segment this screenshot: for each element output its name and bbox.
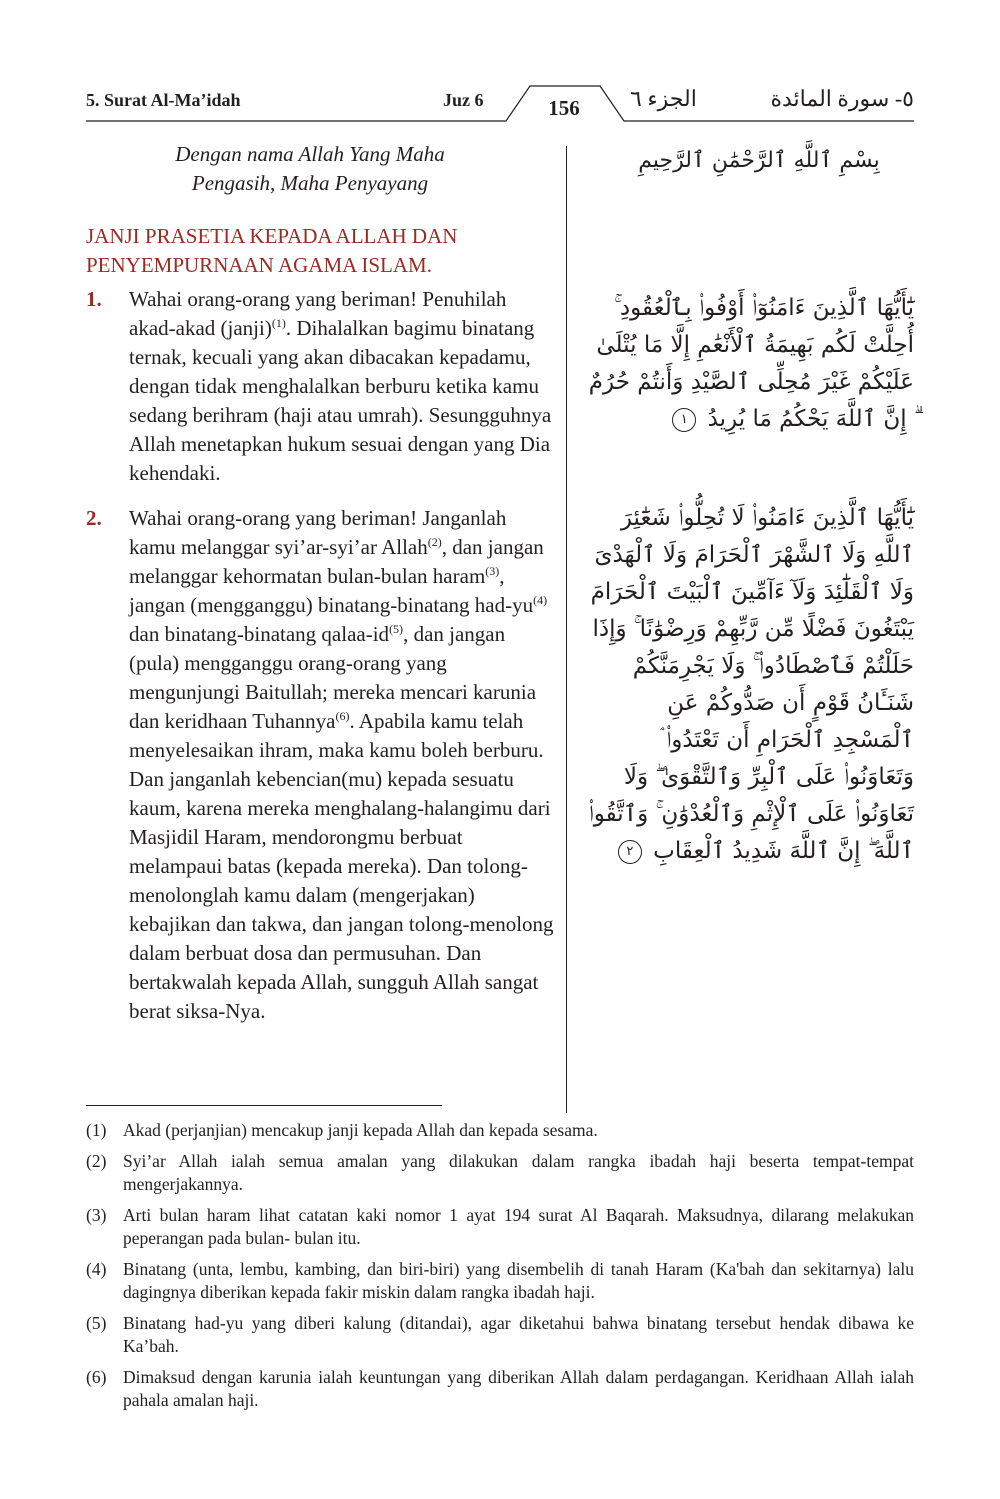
footnote-ref[interactable]: (6) [335,709,350,723]
arabic-verse-text: يَٰٓأَيُّهَا ٱلَّذِينَ ءَامَنُوا۟ لَا تُحِلُّوا۟ شَعَٰٓئِرَ ٱللَّهِ وَلَا ٱلشَّهْرَ ٱلْحَرَامَ وَلَا ٱلْهَدْىَ وَلَا ٱلْقَلَٰٓئِدَ وَلَآ ءَآمِّينَ ٱلْبَيْتَ ٱلْحَرَامَ يَبْتَغُونَ فَضْلًا مِّن رَّبِّهِمْ وَرِضْوَٰنًا ۚ وَإِذَا حَلَلْتُمْ فَٱصْطَادُوا۟ ۚ وَلَا يَجْرِمَنَّكُمْ شَنَـَٔانُ قَوْمٍ أَن صَدُّوكُمْ عَنِ ٱلْمَسْجِدِ ٱلْحَرَامِ أَن تَعْتَدُوا۟ ۘ وَتَعَاوَنُوا۟ عَلَى ٱلْبِرِّ وَٱلتَّقْوَىٰ ۖ وَلَا تَعَاوَنُوا۟ عَلَى ٱلْإِثْمِ وَٱلْعُدْوَٰنِ ۚ وَٱتَّقُوا۟ ٱللَّهَ ۖ إِنَّ ٱللَّهَ شَدِيدُ ٱلْعِقَابِ [588,505,914,864]
footnote-number: (5) [86,1313,107,1333]
footnote-5 [86,1312,914,1358]
footnotes [86,1119,914,1420]
footnote-number: (4) [86,1259,107,1279]
footnote-1 [86,1119,914,1142]
basmala-translation [150,140,470,198]
footnote-text: Binatang (unta, lembu, kambing, dan biri-biri) yang disembelih di tanah Haram (Ka'bah dan sekitarnya) lalu dagingnya diberikan kepada fakir miskin dalam rangka ibadah haji. [123,1259,914,1302]
section-heading-line2: PENYEMPURNAAN AGAMA ISLAM. [86,253,432,277]
basmala-translation-line1: Dengan nama Allah Yang Maha [175,142,445,166]
page-number: 156 [548,96,580,120]
verse-text-part: . Apabila kamu telah menyelesaikan ihram, maka kamu boleh berburu. Dan janganlah kebencian(mu) kepada sesuatu kaum, karena mereka menghalang-halangimu dari Masjidil Haram, mendorongmu berbuat melampaui batas (kepada mereka). Dan tolong-menolonglah kamu dalam (mengerjakan) kebajikan dan takwa, dan jangan tolong-menolong dalam berbuat dosa dan permusuhan. Dan bertakwalah kepada Allah, sungguh Allah sangat berat siksa-Nya. [129,709,554,1023]
footnote-ref[interactable]: (2) [427,535,442,549]
verse-translation-1 [86,285,556,488]
footnote-ref[interactable]: (3) [485,564,500,578]
footnote-number: (3) [86,1205,107,1225]
verse-text-part: dan binatang-binatang qalaa-id [129,622,390,646]
verse-number: 1. [86,287,102,311]
arabic-verse-text: يَٰٓأَيُّهَا ٱلَّذِينَ ءَامَنُوٓا۟ أَوْفُوا۟ بِٱلْعُقُودِ ۚ أُحِلَّتْ لَكُم بَهِيمَةُ ٱلْأَنْعَٰمِ إِلَّا مَا يُتْلَىٰ عَلَيْكُمْ غَيْرَ مُحِلِّى ٱلصَّيْدِ وَأَنتُمْ حُرُمٌ ۗ إِنَّ ٱللَّهَ يَحْكُمُ مَا يُرِيدُ [588,295,914,432]
column-divider [566,146,567,1113]
basmala-translation-line2: Pengasih, Maha Penyayang [191,171,429,195]
footnote-ref[interactable]: (5) [389,622,404,636]
juz-label-latin: Juz 6 [443,90,484,110]
section-heading [86,222,556,280]
ayah-end-marker: ٢ [618,840,642,864]
footnote-text: Syi’ar Allah ialah semua amalan yang dilakukan dalam rangka ibadah haji beserta tempat-tempat mengerjakannya. [123,1151,914,1194]
surah-title-latin: 5. Surat Al-Ma’idah [86,90,241,110]
verse-text-part: Wahai orang-orang yang beriman! Janganlah kamu melanggar syi’ar-syi’ar Allah [129,506,507,559]
verse-text-part: , dan jangan (pula) mengganggu orang-orang yang mengunjungi Baitullah; mereka mencari karunia dan keridhaan Tuhannya [129,622,537,733]
footnote-ref[interactable]: (1) [271,316,286,330]
verse-text [129,285,556,488]
verse-number: 2. [86,506,102,530]
footnote-2 [86,1150,914,1196]
footnote-number: (6) [86,1367,107,1387]
footnote-6 [86,1366,914,1412]
verse-text-part: , jangan (mengganggu) binatang-binatang had-yu [129,564,534,617]
footnote-number: (1) [86,1120,107,1140]
verse-arabic-1 [584,290,914,438]
surah-title-arabic: ٥- سورة المائدة [770,86,914,111]
ayah-end-marker: ١ [672,408,696,432]
footnote-ref[interactable]: (4) [533,593,548,607]
basmala-arabic: بِسْمِ ٱللَّهِ ٱلرَّحْمَٰنِ ٱلرَّحِيمِ [638,148,880,173]
footnote-3 [86,1204,914,1250]
footnote-text: Dimaksud dengan karunia ialah keuntungan yang diberikan Allah dalam perdagangan. Keridhaan Allah ialah pahala amalan haji. [123,1367,914,1410]
section-heading-line1: JANJI PRASETIA KEPADA ALLAH DAN [86,224,458,248]
footnote-text: Arti bulan haram lihat catatan kaki nomor 1 ayat 194 surat Al Baqarah. Maksudnya, dilarang melakukan peperangan pada bulan- bulan itu. [123,1205,914,1248]
page-header [0,0,1000,130]
footnote-4 [86,1258,914,1304]
footnote-text: Binatang had-yu yang diberi kalung (ditandai), agar diketahui bahwa binatang tersebut hendak dibawa ke Ka’bah. [123,1313,914,1356]
verse-translation-2 [86,504,556,1026]
footnote-separator [86,1105,442,1106]
verse-text-part: Wahai orang-orang yang beriman! Penuhilah akad-akad (janji) [129,287,507,340]
juz-label-arabic: الجزء ٦ [630,86,697,111]
verse-arabic-2 [584,500,914,870]
footnote-number: (2) [86,1151,107,1171]
verse-text-part: , dan jangan melanggar kehormatan bulan-bulan haram [129,535,544,588]
verse-text [129,504,556,1026]
verse-text-part: . Dihalalkan bagimu binatang ternak, kecuali yang akan dibacakan kepadamu, dengan tidak menghalalkan berburu ketika kamu sedang berihram (haji atau umrah). Sesungguhnya Allah menetapkan hukum sesuai dengan yang Dia kehendaki. [129,316,552,485]
footnote-text: Akad (perjanjian) mencakup janji kepada Allah dan kepada sesama. [123,1120,598,1140]
